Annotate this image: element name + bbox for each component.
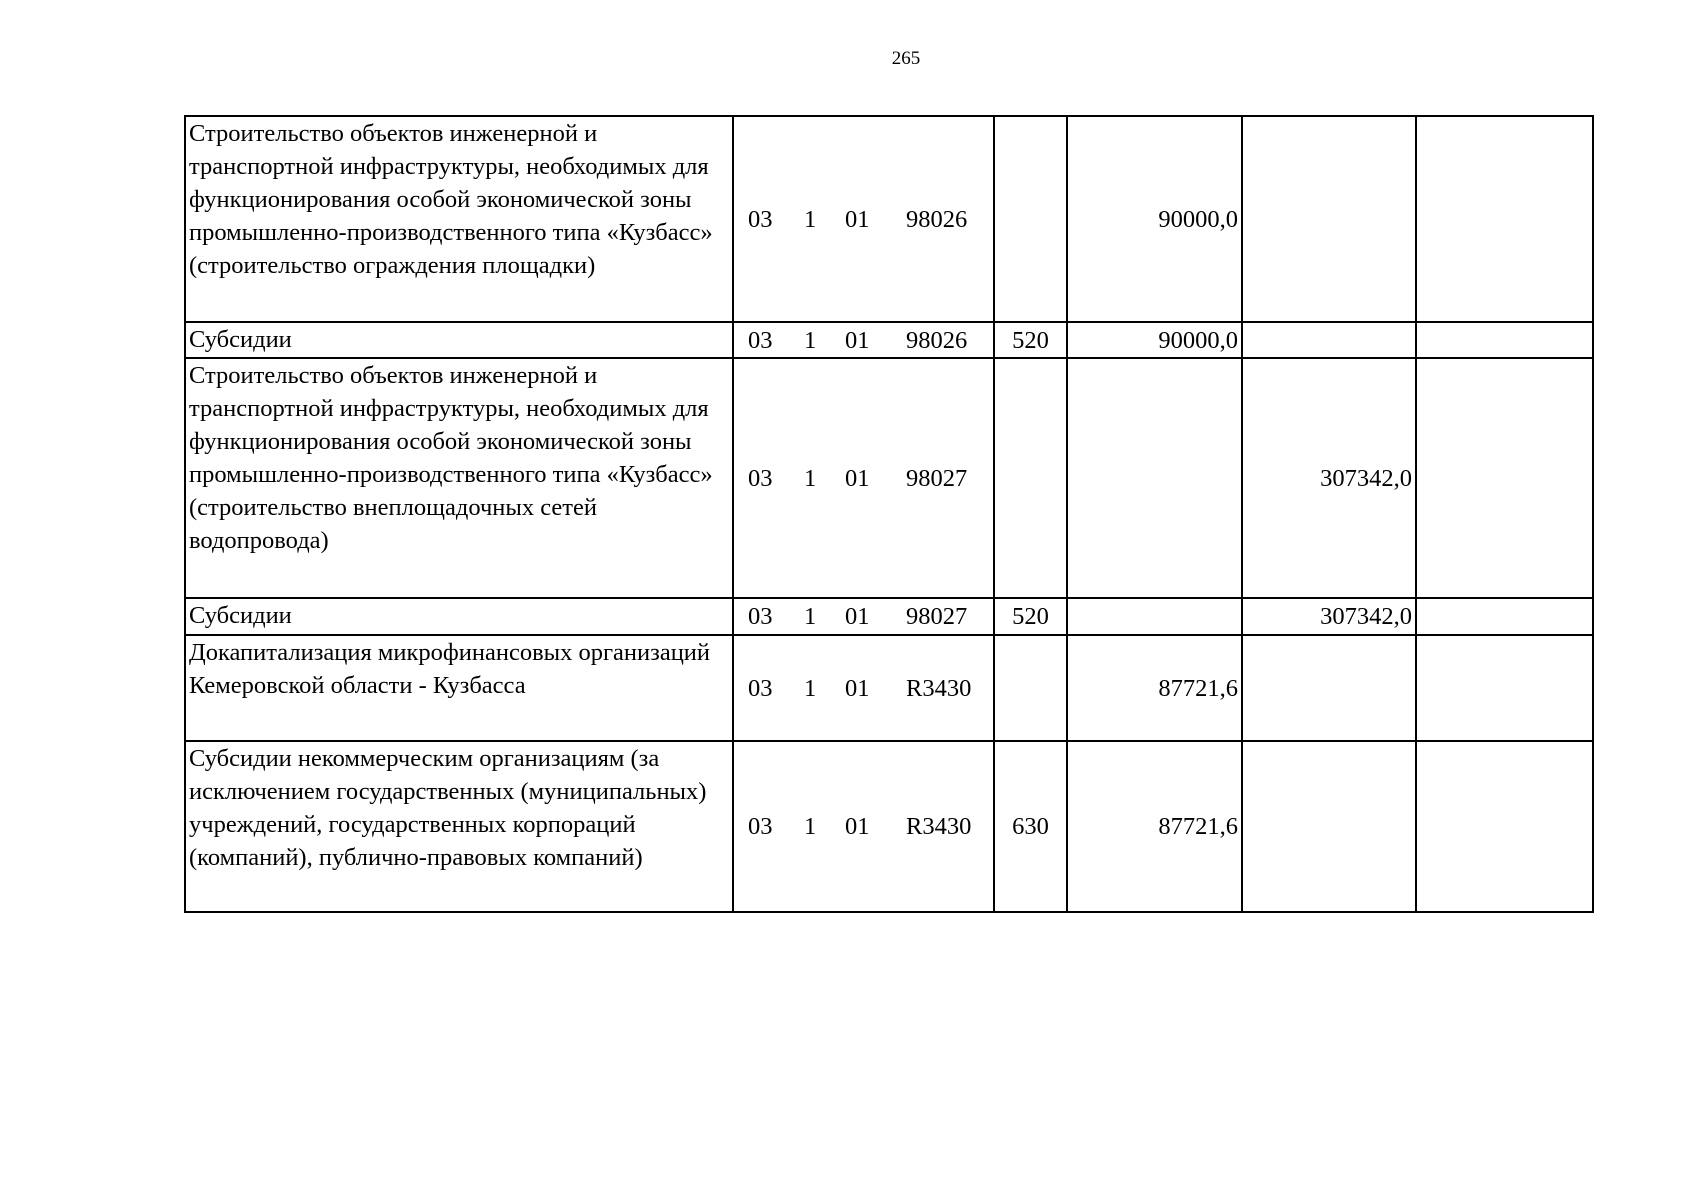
- amount-col-1: 90000,0: [1067, 116, 1242, 322]
- expense-type: [994, 116, 1067, 322]
- code-section: 03: [748, 464, 773, 492]
- amount-col-2: [1242, 635, 1416, 741]
- expense-type: [994, 358, 1067, 598]
- code-subprogram: 01: [845, 205, 870, 233]
- code-direction: R3430: [906, 674, 972, 702]
- table-row: [185, 358, 1593, 598]
- row-codes: [733, 598, 994, 635]
- table-row: [185, 598, 1593, 635]
- code-direction: 98026: [906, 205, 968, 233]
- code-program: 1: [804, 813, 817, 840]
- code-program: 1: [804, 326, 817, 354]
- row-codes: [733, 741, 994, 912]
- amount-col-3: [1416, 635, 1593, 741]
- row-name: Строительство объектов инженерной и транспортной инфраструктуры, необходимых для функционирования особой экономической зоны промышленно-производственного типа «Кузбасс» (строительство ограждения площадки): [185, 116, 733, 322]
- code-subprogram: 01: [845, 674, 870, 702]
- code-section: 03: [748, 674, 773, 702]
- row-name: Субсидии некоммерческим организациям (за исключением государственных (муниципальных) учреждений, государственных корпораций (компаний), публично-правовых компаний): [185, 741, 733, 912]
- amount-col-2: [1242, 741, 1416, 912]
- code-program: 1: [804, 464, 817, 492]
- amount-col-1: 87721,6: [1067, 635, 1242, 741]
- row-codes: [733, 322, 994, 358]
- code-direction: 98026: [906, 326, 968, 354]
- code-section: 03: [748, 813, 773, 840]
- code-direction: R3430: [906, 813, 972, 840]
- amount-col-1: [1067, 358, 1242, 598]
- amount-col-3: [1416, 322, 1593, 358]
- code-program: 1: [804, 205, 817, 233]
- amount-col-1: 90000,0: [1067, 322, 1242, 358]
- amount-col-2: [1242, 322, 1416, 358]
- amount-col-3: [1416, 116, 1593, 322]
- amount-col-3: [1416, 358, 1593, 598]
- row-name: Строительство объектов инженерной и транспортной инфраструктуры, необходимых для функционирования особой экономической зоны промышленно-производственного типа «Кузбасс» (строительство внеплощадочных сетей водопровода): [185, 358, 733, 598]
- expense-type: 630: [994, 741, 1067, 912]
- row-name: Субсидии: [185, 322, 733, 358]
- code-section: 03: [748, 326, 773, 354]
- row-name: Субсидии: [185, 598, 733, 635]
- row-codes: [733, 116, 994, 322]
- code-direction: 98027: [906, 464, 968, 492]
- table-row: [185, 741, 1593, 912]
- row-codes: [733, 358, 994, 598]
- code-subprogram: 01: [845, 464, 870, 492]
- amount-col-3: [1416, 598, 1593, 635]
- row-codes: [733, 635, 994, 741]
- row-name: Докапитализация микрофинансовых организаций Кемеровской области - Кузбасса: [185, 635, 733, 741]
- code-subprogram: 01: [845, 603, 870, 630]
- table-row: [185, 322, 1593, 358]
- amount-col-2: 307342,0: [1242, 598, 1416, 635]
- code-section: 03: [748, 205, 773, 233]
- code-section: 03: [748, 603, 773, 630]
- expense-type: 520: [994, 322, 1067, 358]
- expense-type: [994, 635, 1067, 741]
- table-row: [185, 635, 1593, 741]
- budget-table: [184, 115, 1594, 913]
- page-number: 265: [891, 48, 921, 69]
- code-subprogram: 01: [845, 326, 870, 354]
- amount-col-1: [1067, 598, 1242, 635]
- amount-col-2: 307342,0: [1242, 358, 1416, 598]
- table-row: [185, 116, 1593, 322]
- code-program: 1: [804, 603, 817, 630]
- amount-col-3: [1416, 741, 1593, 912]
- code-program: 1: [804, 674, 817, 702]
- amount-col-1: 87721,6: [1067, 741, 1242, 912]
- code-subprogram: 01: [845, 813, 870, 840]
- expense-type: 520: [994, 598, 1067, 635]
- code-direction: 98027: [906, 603, 968, 630]
- amount-col-2: [1242, 116, 1416, 322]
